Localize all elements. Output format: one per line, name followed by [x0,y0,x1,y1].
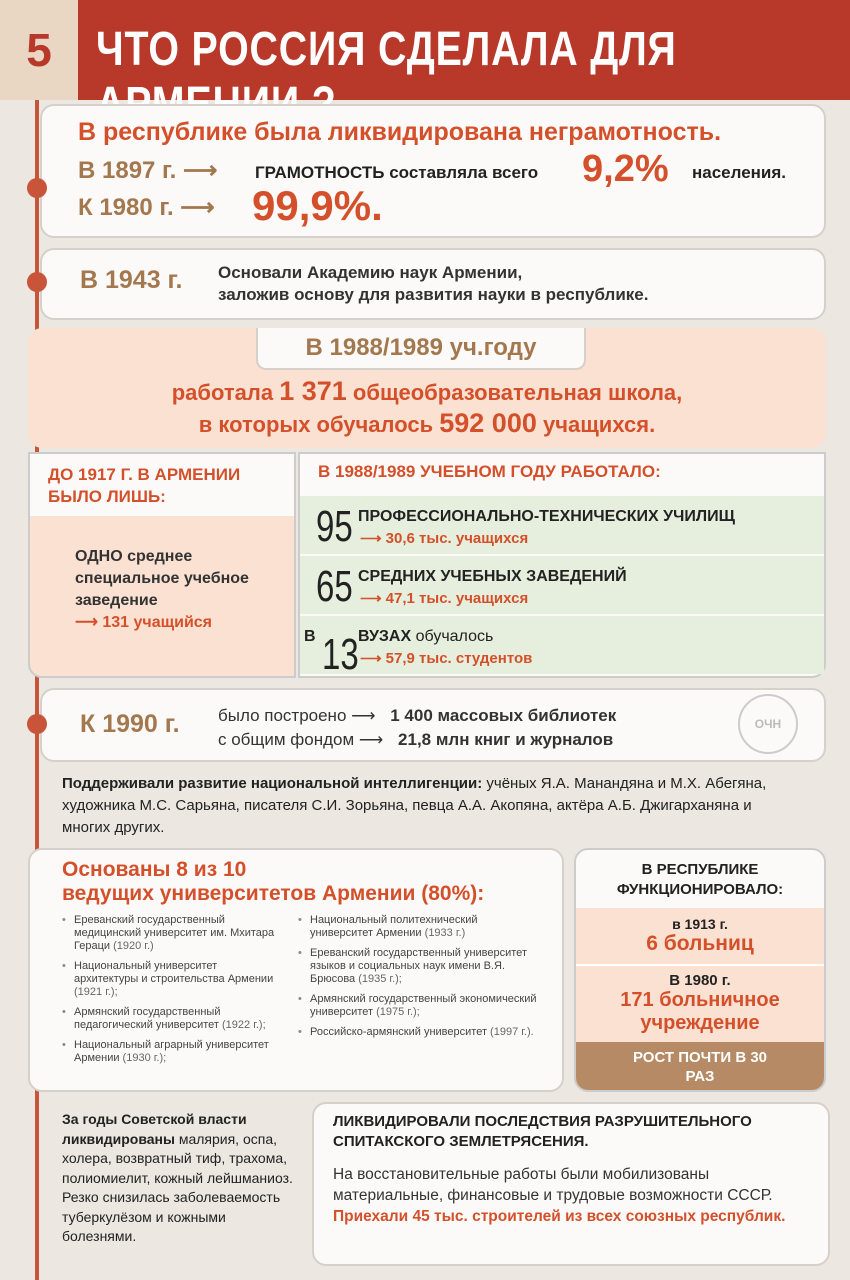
before-1917-title: ДО 1917 Г. В АРМЕНИИ БЫЛО ЛИШЬ: [30,454,294,516]
page-title: ЧТО РОССИЯ СДЕЛАЛА ДЛЯ [96,23,677,76]
literacy-text: ГРАМОТНОСТЬ составляла всего [255,163,539,182]
hospitals-1980: В 1980 г. 171 больничное учреждение [576,966,824,1042]
timeline-dot [27,714,47,734]
list-item: • Ереванский государственный университет языков и социальных наук имени В.Я. Брюсова (1935 г.); [298,947,538,986]
schools-year: В 1988/1989 уч.году [256,328,586,370]
stat-row: 95 ПРОФЕССИОНАЛЬНО-ТЕХНИЧЕСКИХ УЧИЛИЩ ⟶ 30,6 тыс. учащихся [300,496,824,554]
stat-row: 65 СРЕДНИХ УЧЕБНЫХ ЗАВЕДЕНИЙ ⟶ 47,1 тыс. учащихся [300,556,824,614]
stat-row: В 13 ВУЗАХ обучалось ⟶ 57,9 тыс. студентов [300,616,824,674]
list-item: • Российско-армянский университет (1997 г.). [298,1026,538,1039]
academy-year: В 1943 г. [80,266,183,294]
intelligentsia-text: Поддерживали развитие национальной интеллигенции: учёных Я.А. Манандяна и М.Х. Абегяна, художника М.С. Сарьяна, писателя С.И. Зорьяна, певца А.А. Акопяна, актёра А.Б. Джигарханяна и многих других. [62,775,767,836]
in-1988-title: В 1988/1989 УЧЕБНОМ ГОДУ РАБОТАЛО: [318,462,661,481]
year-1980: К 1980 г. ⟶ [78,194,215,221]
year-1897: В 1897 г. ⟶ [78,157,218,184]
list-item: • Национальный аграрный университет Армении (1930 г.); [62,1039,282,1065]
schools-text: работала 1 371 общеобразовательная школа, в которых обучалось 592 000 учащихся. [171,376,683,438]
hospitals-growth: РОСТ ПОЧТИ В 30 РАЗ [576,1042,824,1092]
literacy-1980-value: 99,9%. [252,182,383,229]
universities-list-1 [62,914,282,1072]
list-item: • Национальный политехнический университет Армении (1933 г.) [298,914,538,940]
literacy-headline: В республике была ликвидирована неграмотность. [78,118,722,146]
stamp-logo: ОЧН [738,694,798,754]
list-item: • Армянский государственный педагогический университет (1922 г.); [62,1006,282,1032]
literacy-text-end: населения. [692,163,787,182]
hospitals-title: В РЕСПУБЛИКЕ ФУНКЦИОНИРОВАЛО: [616,861,784,898]
universities-title: Основаны 8 из 10 ведущих университетов Армении (80%): [62,858,485,905]
list-item: • Армянский государственный экономический университет (1975 г.); [298,993,538,1019]
timeline-dot [27,178,47,198]
diseases-text: За годы Советской власти ликвидированы малярия, оспа, холера, возвратный тиф, трахома, полиомиелит, кожный лейшманиоз. Резко снизилась заболеваемость туберкулёзом и кожными болезнями. [62,1111,293,1244]
libraries-year: К 1990 г. [80,710,180,738]
libraries-text: было построено ⟶ 1 400 массовых библиотек с общим фондом ⟶ 21,8 млн книг и журналов [218,706,617,749]
academy-text: Основали Академию наук Армении, заложив основу для развития науки в республике. [218,263,649,304]
before-1917-text: ОДНО среднее специальное учебное заведение ⟶ 131 учащийся [75,548,249,631]
list-item: • Ереванский государственный медицинский университет им. Мхитара Гераци (1920 г.) [62,914,282,953]
hospitals-card [574,848,826,1092]
list-item: • Национальный университет архитектуры и строительства Армении (1921 г.); [62,960,282,999]
universities-list-2 [298,914,538,1046]
in-1988-rows [300,496,824,679]
timeline-dot [27,272,47,292]
earthquake-title: ЛИКВИДИРОВАЛИ ПОСЛЕДСТВИЯ РАЗРУШИТЕЛЬНОГО СПИТАКСКОГО ЗЕМЛЕТРЯСЕНИЯ. [333,1113,752,1150]
section-number: 5 [0,0,78,100]
hospitals-1913: в 1913 г. 6 больниц [576,908,824,966]
literacy-1897-value: 9,2% [582,148,669,190]
earthquake-text: На восстановительные работы были мобилизованы материальные, финансовые и трудовые возможности СССР. Приехали 45 тыс. строителей из всех союзных республик. [333,1166,786,1225]
